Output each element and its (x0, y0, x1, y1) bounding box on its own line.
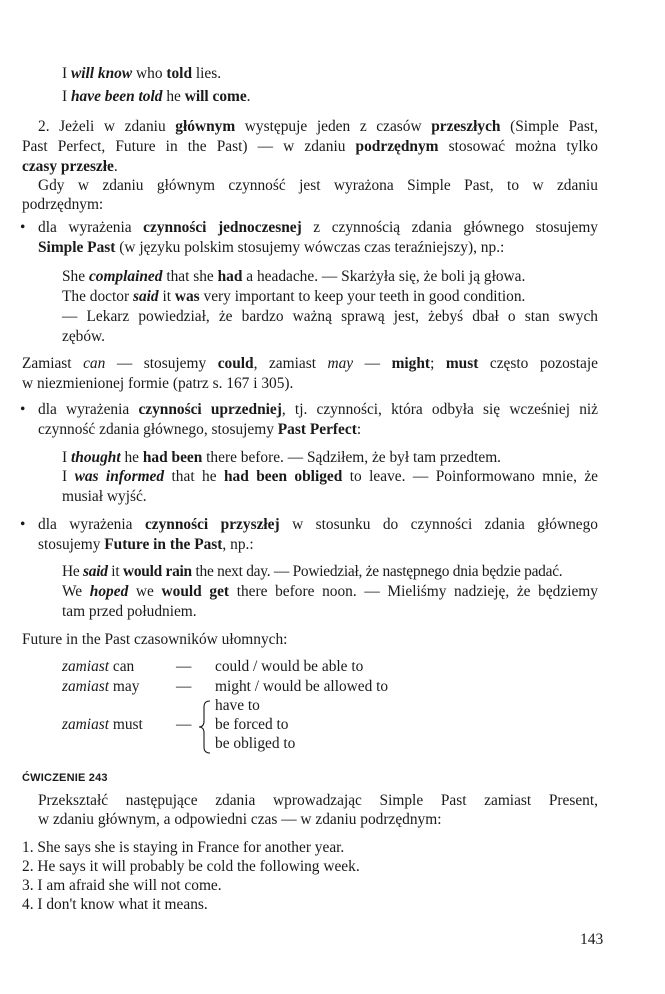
paragraph-line: Past Perfect, Future in the Past) — w zdaniu podrzędnym stosować można tylko (22, 138, 598, 155)
example-line: musiał wyjść. (62, 488, 147, 505)
example-line: He said it would rain the next day. — Powiedział, że następnego dnia będzie padać. (62, 563, 563, 580)
vocab-equivalent: might / would be allowed to (215, 678, 389, 695)
vocab-equivalent: have to (215, 697, 260, 714)
bullet-line: dla wyrażenia czynności przyszłej w stosunku do czynności zdania głównego (38, 516, 598, 533)
bullet-icon: • (20, 219, 26, 236)
vocab-dash: — (176, 716, 192, 733)
example-line: The doctor said it was very important to keep your teeth in good condition. (62, 288, 526, 305)
bullet-line: czynność zdania głównego, stosujemy Past Perfect: (38, 421, 362, 438)
vocab-dash: — (176, 678, 192, 695)
exercise-item: 2. He says it will probably be cold the following week. (22, 858, 360, 875)
example-line: I will know who told lies. (62, 65, 222, 82)
example-line: We hoped we would get there before noon. — Mieliśmy nadzieję, że będziemy (62, 583, 598, 600)
bullet-line: stosujemy Future in the Past, np.: (38, 536, 254, 553)
example-line: — Lekarz powiedział, że bardzo ważną sprawą jest, żebyś dbał o stan swych (62, 308, 598, 325)
vocab-row: zamiast may (62, 678, 140, 695)
vocab-equivalent: could / would be able to (215, 658, 364, 675)
exercise-item: 4. I don't know what it means. (22, 896, 208, 913)
vocab-equivalent: be obliged to (215, 735, 296, 752)
exercise-instruction: w zdaniu głównym, a odpowiedni czas — w zdaniu podrzędnym: (38, 811, 442, 828)
exercise-title: ĆWICZENIE 243 (22, 772, 108, 784)
vocab-dash: — (176, 658, 192, 675)
example-line: tam przed południem. (62, 603, 197, 620)
bullet-icon: • (20, 516, 26, 533)
paragraph-line: podrzędnym: (22, 196, 104, 213)
page-number: 143 (580, 931, 604, 948)
example-line: She complained that she had a headache. — Skarżyła się, że boli ją głowa. (62, 268, 526, 285)
exercise-item: 1. She says she is staying in France for another year. (22, 839, 345, 856)
example-line: zębów. (62, 328, 106, 345)
vocab-equivalent: be forced to (215, 716, 289, 733)
bullet-line: dla wyrażenia czynności uprzedniej, tj. czynności, która odbyła się wcześniej niż (38, 401, 598, 418)
paragraph-line: czasy przeszłe. (22, 158, 118, 175)
bullet-line: Simple Past (w języku polskim stosujemy wówczas czas teraźniejszy), np.: (38, 239, 505, 256)
brace-icon (198, 700, 212, 754)
bullet-line: dla wyrażenia czynności jednoczesnej z czynnością zdania głównego stosujemy (38, 219, 599, 236)
example-line: I have been told he will come. (62, 88, 251, 105)
paragraph-line: Gdy w zdaniu głównym czynność jest wyrażona Simple Past, to w zdaniu (38, 177, 598, 194)
vocab-row: zamiast can (62, 658, 135, 675)
section-heading: Future in the Past czasowników ułomnych: (22, 631, 288, 648)
example-line: I thought he had been there before. — Sądziłem, że był tam przedtem. (62, 449, 502, 466)
exercise-item: 3. I am afraid she will not come. (22, 877, 222, 894)
example-line: I was informed that he had been obliged to leave. — Poinformowano mnie, że (62, 468, 599, 485)
paragraph-line: 2. Jeżeli w zdaniu głównym występuje jeden z czasów przeszłych (Simple Past, (38, 118, 599, 135)
vocab-row: zamiast must (62, 716, 143, 733)
bullet-icon: • (20, 401, 26, 418)
paragraph-line: Zamiast can — stosujemy could, zamiast may — might; must często pozostaje (22, 355, 598, 372)
paragraph-line: w niezmienionej formie (patrz s. 167 i 305). (22, 375, 294, 392)
exercise-instruction: Przekształć następujące zdania wprowadzając Simple Past zamiast Present, (38, 792, 598, 809)
